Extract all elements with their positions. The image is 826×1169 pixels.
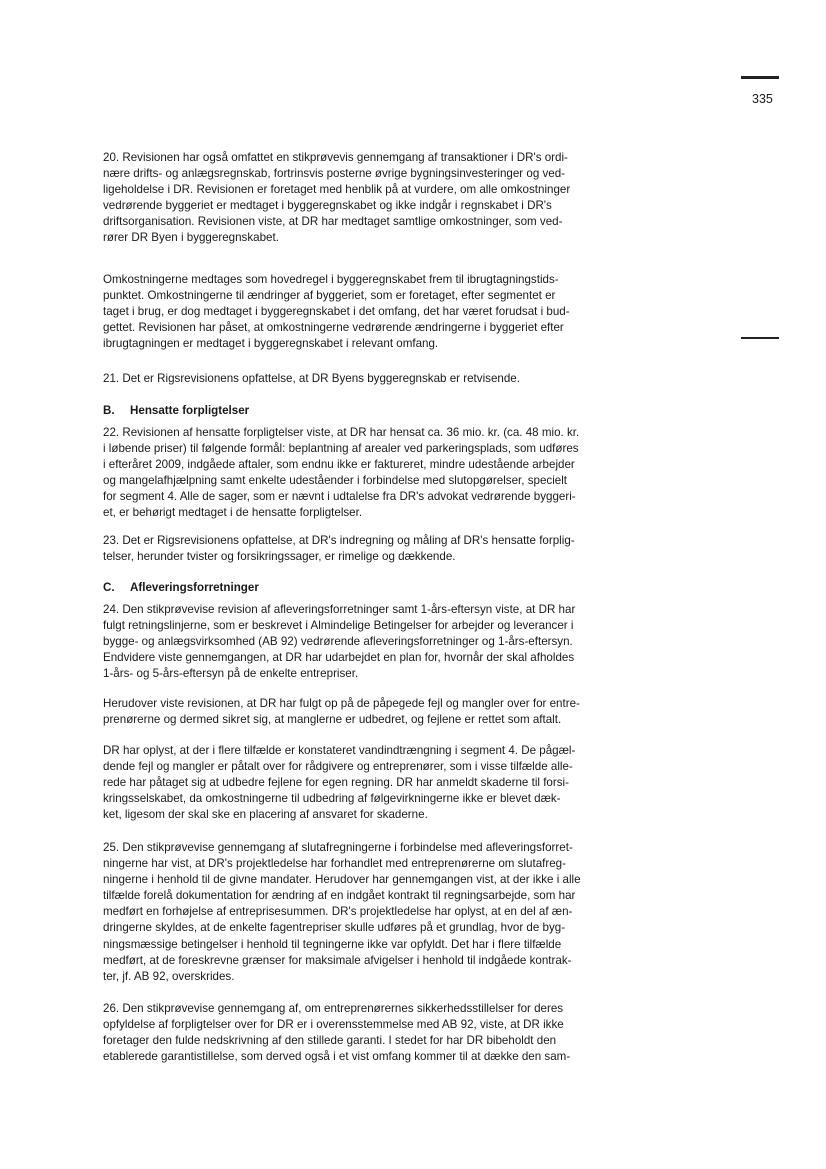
paragraph-line: 23. Det er Rigsrevisionens opfattelse, at DR's indregning og måling af DR's hensatte forplig- [103,534,575,547]
paragraph-line: 24. Den stikprøvevise revision af afleveringsforretninger samt 1-års-eftersyn viste, at DR har [103,603,576,616]
paragraph-line: ket, ligesom der skal ske en placering af ansvaret for skaderne. [103,808,428,822]
paragraph-line: tilfælde forelå dokumentation for ændring af en indgået kontrakt til regningsarbejde, som har [103,889,576,903]
margin-rule-mid [741,337,779,339]
section-heading [103,580,623,596]
paragraph [103,743,623,823]
paragraph-line: driftsorganisation. Revisionen viste, at DR har medtaget samtlige omkostninger, som ved- [103,215,563,229]
paragraph-line: rører DR Byen i byggeregnskabet. [103,231,279,245]
paragraph-line: i efteråret 2009, indgåede aftaler, som endnu ikke er faktureret, mindre udestående arbejder [103,458,575,472]
paragraph-line: 1-års- og 5-års-eftersyn på de enkelte entrepriser. [103,667,359,681]
paragraph-line: medført en forhøjelse af entreprisesummen. DR's projektledelse har oplyst, at en del af æn- [103,905,573,919]
paragraph-line: ter, jf. AB 92, overskrides. [103,969,235,983]
paragraph-line: ningerne har vist, at DR's projektledelse har forhandlet med entreprenørerne om slutafreg- [103,857,566,871]
paragraph [103,840,623,985]
paragraph-line: Endvidere viste gennemgangen, at DR har udarbejdet en plan for, hvornår der skal afholdes [103,651,575,665]
paragraph-line: og mangelafhjælpning samt enkelte udeståender i forbindelse med slutopgørelser, specielt [103,474,568,488]
paragraph-line: et, er behørigt medtaget i de hensatte forpligtelser. [103,506,363,520]
paragraph-line: medført, at de foreskrevne grænser for maksimale afvigelser i henhold til indgåede kontrak- [103,953,572,967]
paragraph-line: kringsselskabet, da omkostningerne til udbedring af følgevirkningerne ikke er blevet dæk- [103,792,561,806]
paragraph-line: DR har oplyst, at der i flere tilfælde er konstateret vandindtrængning i segment 4. De pågæl- [103,744,576,757]
paragraph-line: rede har påtaget sig at udbedre fejlene for egen regning. DR har anmeldt skaderne til forsi- [103,776,569,790]
paragraph-line: fulgt retningslinjerne, som er beskrevet i Almindelige Betingelser for arbejder og leverancer i [103,619,574,633]
paragraph [103,602,623,682]
section-title: Afleveringsforretninger [130,581,259,594]
paragraph-line: nære drifts- og anlægsregnskab, fortrinsvis posterne øvrige bygningsinvesteringer og ved- [103,167,566,181]
paragraph [103,696,623,728]
section-title: Hensatte forpligtelser [130,404,250,417]
paragraph-line: Herudover viste revisionen, at DR har fulgt op på de påpegede fejl og mangler over for entre- [103,697,580,710]
paragraph-line: i løbende priser) til følgende formål: beplantning af arealer ved parkeringsplads, som udføres [103,442,579,456]
paragraph-line: Omkostningerne medtages som hovedregel i byggeregnskabet frem til ibrugtagningstids- [103,273,559,286]
paragraph-line: dende fejl og mangler er påtalt over for rådgivere og entreprenører, som i visse tilfælde alle- [103,760,573,774]
paragraph-line: ningsmæssige betingelser i henhold til tegningerne ikke var opfyldt. Det har i flere tilfælde [103,937,562,951]
paragraph [103,1001,623,1065]
margin-rule-top [741,76,779,79]
paragraph-line: 20. Revisionen har også omfattet en stikprøvevis gennemgang af transaktioner i DR's ordi- [103,151,568,164]
paragraph [103,533,623,565]
paragraph-line: ibrugtagningen er medtaget i byggeregnskabet i relevant omfang. [103,337,439,351]
paragraph-line: gettet. Revisionen har påset, at omkostningerne vedrørende ændringerne i byggeriet efter [103,321,564,335]
paragraph-line: ligeholdelse i DR. Revisionen er foretaget med henblik på at vurdere, om alle omkostninger [103,183,571,197]
paragraph-line: prenørerne og dermed sikret sig, at manglerne er udbedret, og fejlene er rettet som aftalt. [103,713,562,727]
section-heading [103,403,623,419]
paragraph-line: telser, herunder tvister og forsikringssager, er rimelige og dækkende. [103,550,456,564]
page-number: 335 [752,92,773,106]
paragraph-line: 25. Den stikprøvevise gennemgang af slutafregningerne i forbindelse med afleveringsforret- [103,841,573,854]
paragraph [103,272,623,352]
paragraph-line: etablerede garantistillelse, som derved også i et vist omfang kommer til at dække den sam- [103,1050,571,1064]
paragraph [103,150,623,247]
paragraph-line: foretager den fulde nedskrivning af den stillede garanti. I stedet for har DR bibeholdt den [103,1034,557,1048]
paragraph-line: opfyldelse af forpligtelser over for DR er i overensstemmelse med AB 92, viste, at DR ikke [103,1018,564,1032]
paragraph-line: 21. Det er Rigsrevisionens opfattelse, at DR Byens byggeregnskab er retvisende. [103,372,520,385]
paragraph-line: 26. Den stikprøvevise gennemgang af, om entreprenørernes sikkerhedsstillelser for deres [103,1002,564,1015]
paragraph-line: taget i brug, er dog medtaget i byggeregnskabet i det omfang, det har været forudsat i bud- [103,305,570,319]
paragraph [103,425,623,522]
paragraph-line: 22. Revisionen af hensatte forpligtelser viste, at DR har hensat ca. 36 mio. kr. (ca. 48 mio. kr. [103,426,580,439]
section-letter: C. [103,581,115,594]
section-letter: B. [103,404,115,417]
paragraph-line: ningerne i henhold til de givne mandater. Herudover har gennemgangen vist, at der ikke i alle [103,873,581,887]
paragraph-line: punktet. Omkostningerne til ændringer af byggeriet, som er foretaget, efter segmentet er [103,289,556,303]
paragraph-line: bygge- og anlægsvirksomhed (AB 92) vedrørende afleveringsforretninger og 1-års-eftersyn. [103,635,573,649]
paragraph-line: for segment 4. Alle de sager, som er nævnt i udtalelse fra DR's advokat vedrørende byggeri- [103,490,576,504]
paragraph-line: dringerne skyldes, at de enkelte fagentrepriser skulle udføres på et grundlag, hvor de byg- [103,921,566,935]
paragraph-line: vedrørende byggeriet er medtaget i byggeregnskabet og ikke indgår i regnskabet i DR's [103,199,552,213]
paragraph [103,371,623,387]
